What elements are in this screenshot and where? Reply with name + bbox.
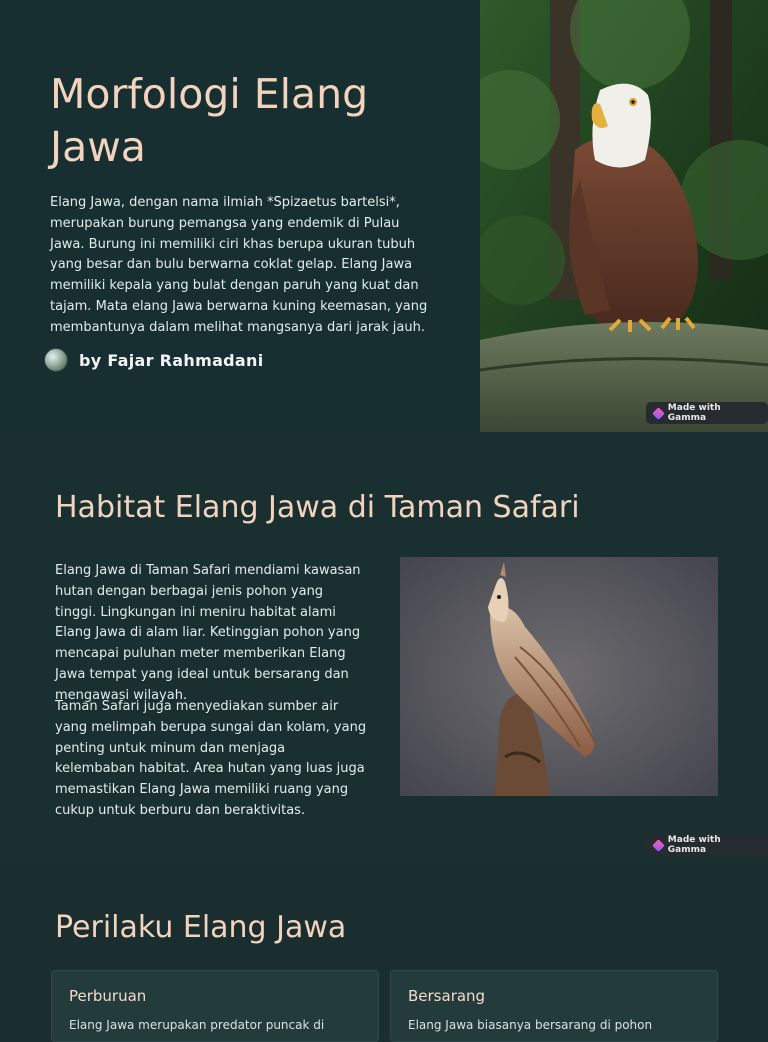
behavior-title: Perilaku Elang Jawa [55, 910, 347, 945]
behavior-card-bersarang [390, 970, 718, 1042]
eagle-on-stump-image [400, 557, 718, 796]
card-title: Bersarang [408, 987, 486, 1005]
page-title: Morfologi Elang Jawa [50, 70, 369, 171]
habitat-paragraph-1: Elang Jawa di Taman Safari mendiami kawasan hutan dengan berbagai jenis pohon yang tinggi. Lingkungan ini meniru habitat alami Elang Jawa di alam liar. Ketinggian pohon yang mencapai puluhan meter memberikan Elang Jawa tempat yang ideal untuk bersarang dan mengawasi wilayah. [55, 563, 361, 703]
card-text: Elang Jawa merupakan predator puncak di [69, 1018, 325, 1032]
made-with-gamma-badge-2[interactable] [646, 834, 768, 856]
badge-label: Made with Gamma [667, 835, 721, 855]
eagle-hero-image [480, 0, 768, 432]
intro-paragraph: Elang Jawa, dengan nama ilmiah *Spizaetus bartelsi*, merupakan burung pemangsa yang endemik di Pulau Jawa. Burung ini memiliki ciri khas berupa ukuran tubuh yang besar dan bulu berwarna coklat gelap. Elang Jawa memiliki kepala yang bulat dengan paruh yang kuat dan tajam. Mata elang Jawa berwarna kuning keemasan, yang membantunya dalam melihat mangsanya dari jarak jauh. [50, 195, 428, 335]
habitat-paragraph-2: Taman Safari juga menyediakan sumber air yang melimpah berupa sungai dan kolam, yang penting untuk minum dan menjaga kelembaban habitat. Area hutan yang luas juga memastikan Elang Jawa memiliki ruang yang cukup untuk berburu dan beraktivitas. [55, 699, 367, 818]
card-text: Elang Jawa biasanya bersarang di pohon [408, 1018, 653, 1032]
author-avatar [44, 348, 68, 372]
made-with-gamma-badge[interactable] [646, 402, 768, 424]
card-title: Perburuan [69, 987, 147, 1005]
author-byline [44, 348, 264, 372]
gamma-logo-icon [652, 839, 665, 852]
behavior-card-perburuan [51, 970, 379, 1042]
author-name: by Fajar Rahmadani [79, 350, 264, 370]
habitat-title: Habitat Elang Jawa di Taman Safari [55, 490, 580, 525]
gamma-logo-icon [652, 407, 665, 420]
badge-label: Made with Gamma [667, 403, 721, 423]
